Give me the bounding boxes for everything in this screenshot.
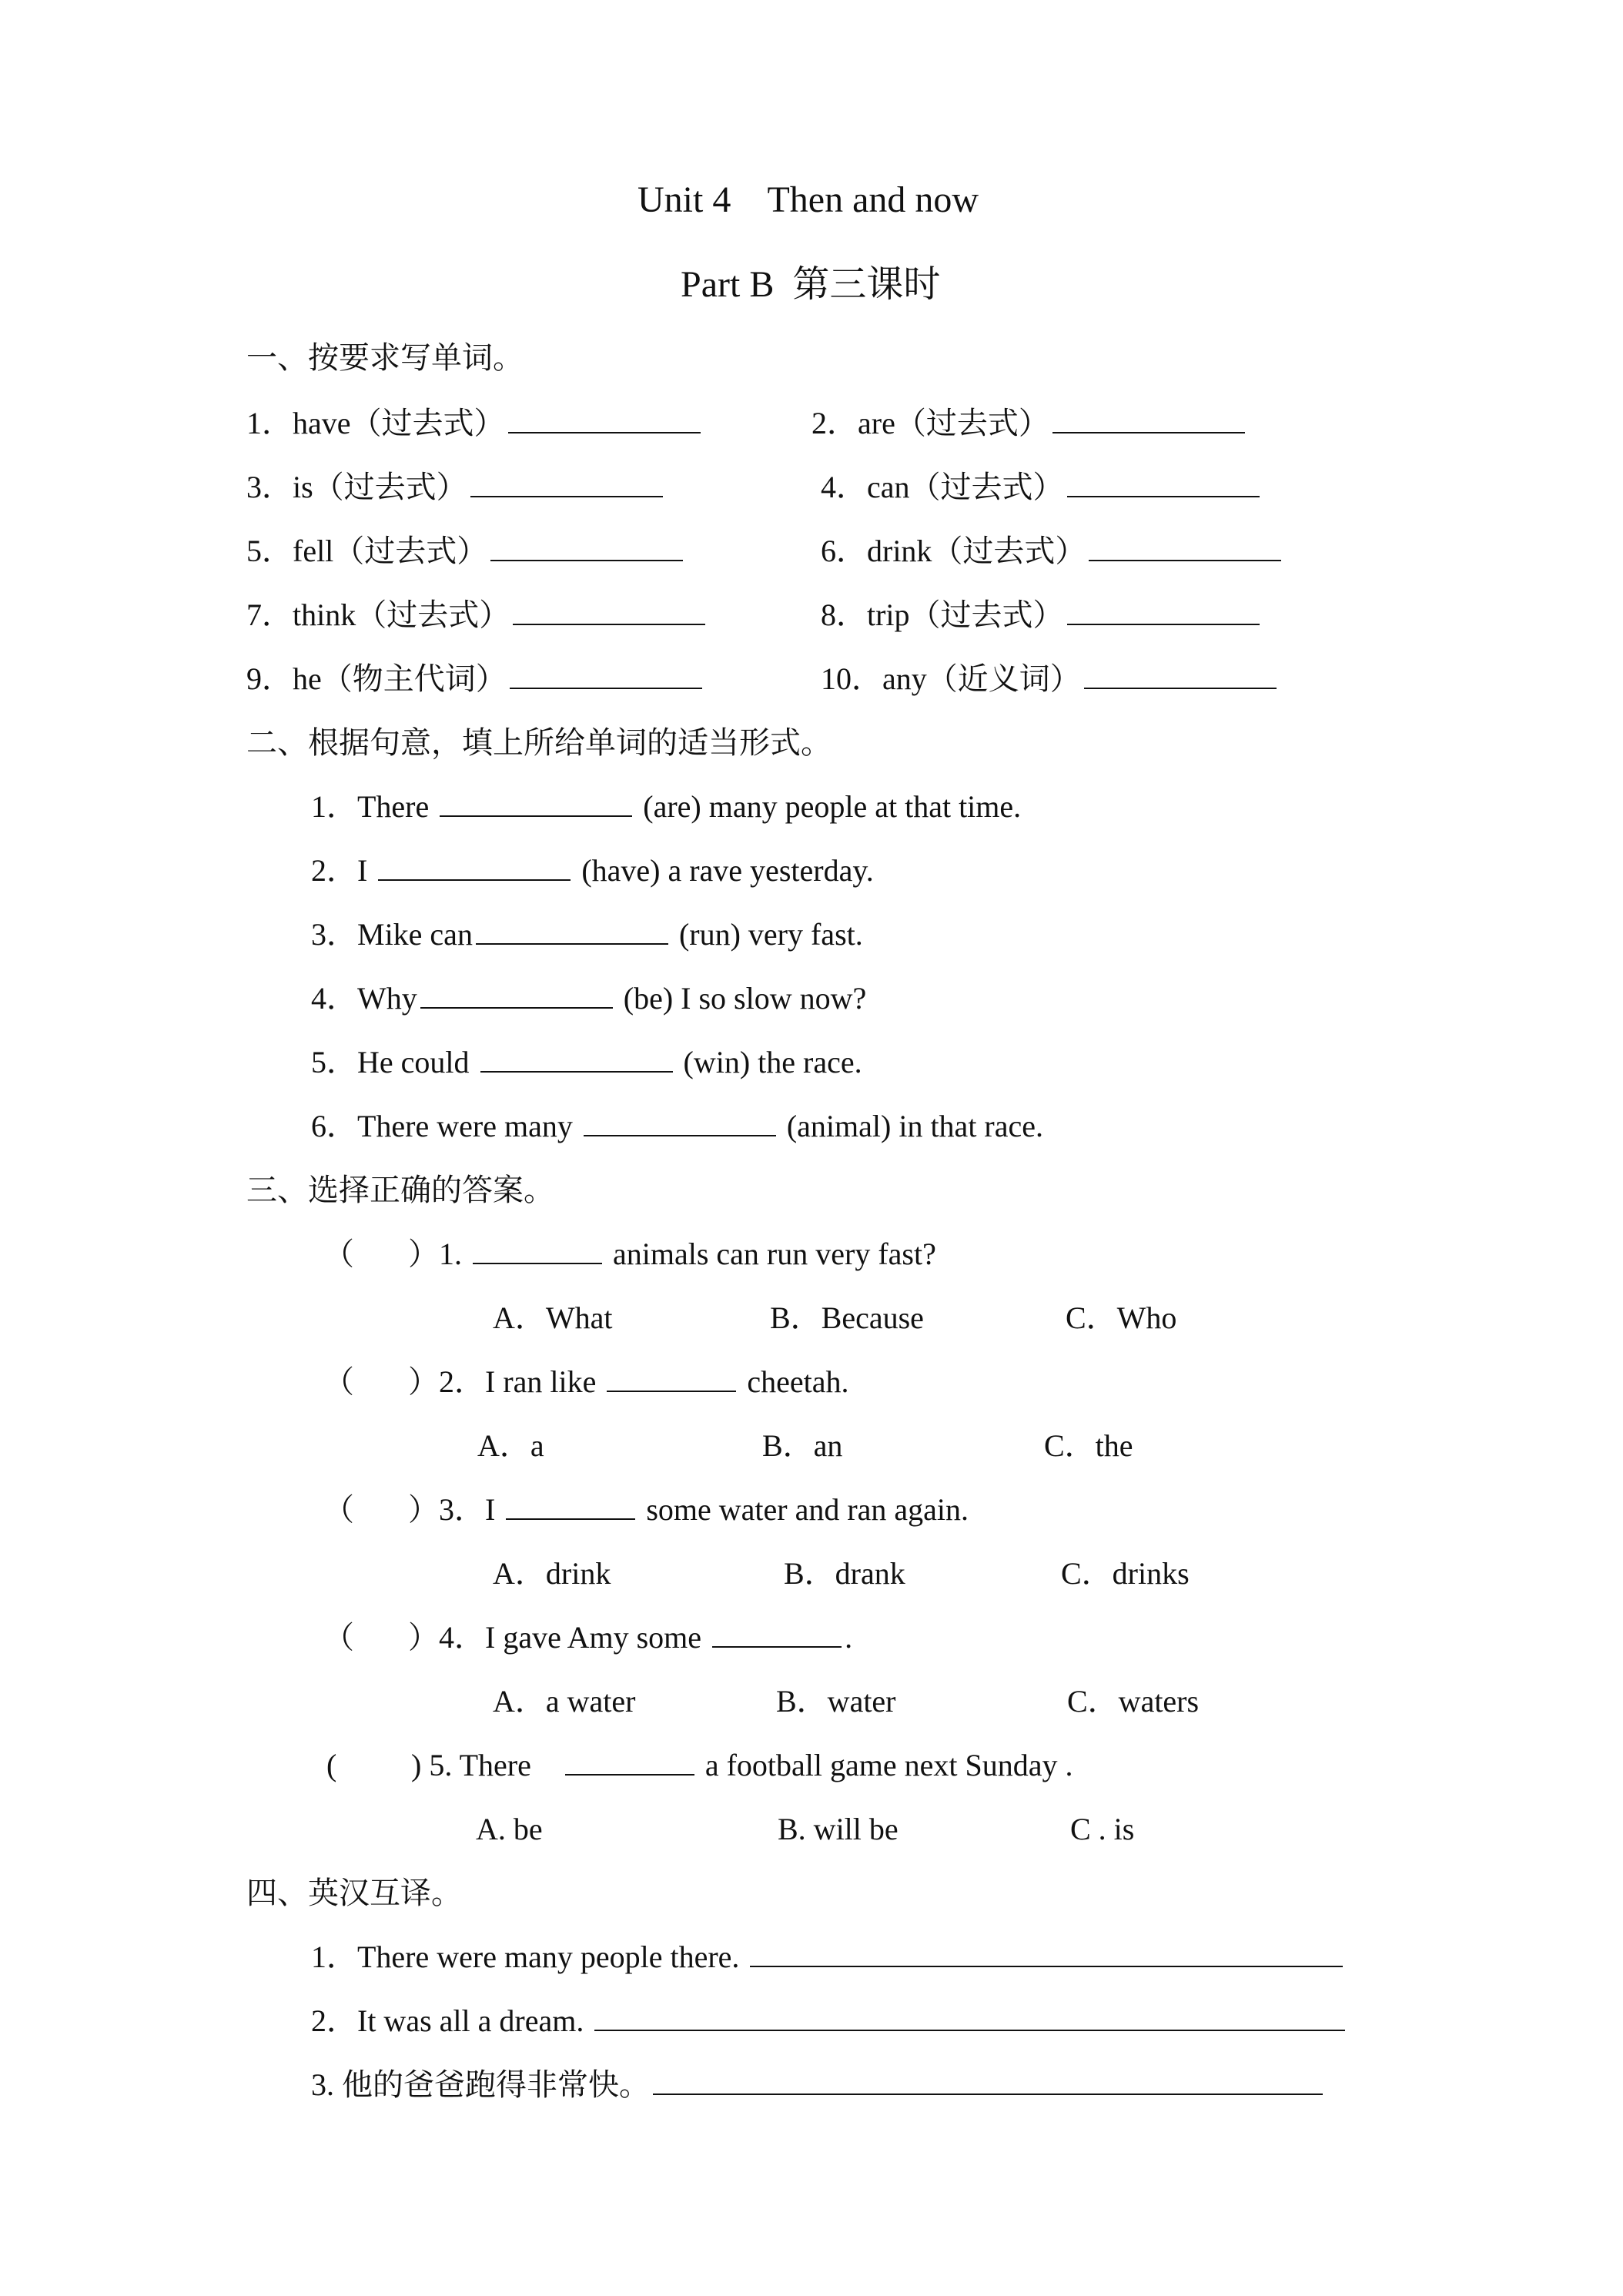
s3-question-2: （ ）2．I ran like cheetah.	[323, 1364, 849, 1399]
s3-q3-option-a[interactable]: A．drink	[493, 1556, 611, 1591]
page-subtitle: Part B 第三课时	[681, 264, 941, 305]
section-1-heading: 一、按要求写单词。	[246, 340, 524, 375]
s2-item-5: 5．He could (win) the race.	[311, 1045, 862, 1079]
s1-item-9: 9．he（物主代词）	[246, 660, 705, 698]
s1-item-2: 2．are（过去式）	[812, 404, 1248, 443]
s3-question-3: （ ）3．I some water and ran again.	[323, 1492, 969, 1527]
s1-item-3: 3．is（过去式）	[246, 468, 666, 507]
answer-blank[interactable]	[653, 2066, 1323, 2095]
answer-blank[interactable]	[1067, 596, 1260, 625]
section-3-heading: 三、选择正确的答案。	[246, 1173, 554, 1207]
s4-item-1: 1．There were many people there.	[311, 1938, 1346, 1976]
answer-blank[interactable]	[607, 1363, 736, 1392]
section-4-heading: 四、英汉互译。	[246, 1876, 462, 1910]
s4-item-2: 2．It was all a dream.	[311, 2002, 1348, 2040]
s1-item-8: 8．trip（过去式）	[821, 596, 1263, 634]
answer-blank[interactable]	[1089, 532, 1281, 561]
answer-blank[interactable]	[378, 852, 571, 881]
answer-blank[interactable]	[420, 979, 613, 1009]
s3-question-4: （ ）4．I gave Amy some .	[323, 1620, 853, 1655]
s1-item-7: 7．think（过去式）	[246, 596, 708, 634]
s2-item-6: 6．There were many (animal) in that race.	[311, 1109, 1044, 1143]
s1-item-1: 1．have（过去式）	[246, 404, 704, 443]
answer-blank[interactable]	[1067, 468, 1260, 497]
s2-item-2: 2．I (have) a rave yesterday.	[311, 853, 874, 888]
s3-q1-option-b[interactable]: B．Because	[770, 1300, 924, 1335]
s1-item-5: 5．fell（过去式）	[246, 532, 686, 571]
answer-blank[interactable]	[480, 1043, 673, 1073]
s3-question-1: （ ）1. animals can run very fast?	[323, 1237, 936, 1271]
s3-q4-option-c[interactable]: C．waters	[1067, 1684, 1200, 1719]
s3-q2-option-a[interactable]: A．a	[477, 1428, 544, 1463]
answer-blank[interactable]	[584, 1107, 776, 1136]
section-2-heading: 二、根据句意，填上所给单词的适当形式。	[246, 725, 832, 760]
s3-q3-option-b[interactable]: B．drank	[784, 1556, 905, 1591]
page-title: Unit 4 Then and now	[637, 179, 979, 220]
answer-blank[interactable]	[440, 788, 632, 817]
answer-blank[interactable]	[473, 1235, 602, 1264]
answer-blank[interactable]	[594, 2002, 1345, 2031]
answer-blank[interactable]	[1052, 404, 1245, 433]
s3-q4-option-a[interactable]: A．a water	[493, 1684, 636, 1719]
s4-item-3: 3. 他的爸爸跑得非常快。	[311, 2066, 1326, 2104]
answer-blank[interactable]	[490, 532, 683, 561]
s2-item-3: 3．Mike can (run) very fast.	[311, 917, 863, 952]
s1-item-10: 10．any（近义词）	[821, 660, 1280, 698]
s3-q5-option-c[interactable]: C . is	[1070, 1812, 1135, 1846]
s3-q2-option-c[interactable]: C．the	[1044, 1428, 1133, 1463]
answer-blank[interactable]	[508, 404, 701, 433]
s1-item-4: 4．can（过去式）	[821, 468, 1263, 507]
s3-q5-option-b[interactable]: B. will be	[778, 1812, 899, 1846]
s3-q5-option-a[interactable]: A. be	[476, 1812, 543, 1846]
answer-blank[interactable]	[470, 468, 663, 497]
answer-blank[interactable]	[513, 596, 705, 625]
s2-item-4: 4．Why (be) I so slow now?	[311, 981, 867, 1016]
s3-q1-option-c[interactable]: C．Who	[1066, 1300, 1177, 1335]
s3-q3-option-c[interactable]: C．drinks	[1061, 1556, 1190, 1591]
s2-item-1: 1．There (are) many people at that time.	[311, 789, 1022, 824]
s1-item-6: 6．drink（过去式）	[821, 532, 1284, 571]
answer-blank[interactable]	[750, 1938, 1343, 1967]
s3-q1-option-a[interactable]: A．What	[493, 1300, 613, 1335]
answer-blank[interactable]	[506, 1491, 635, 1520]
answer-blank[interactable]	[712, 1618, 842, 1648]
answer-blank[interactable]	[476, 915, 668, 945]
answer-blank[interactable]	[565, 1746, 694, 1776]
s3-q2-option-b[interactable]: B．an	[762, 1428, 843, 1463]
s3-q4-option-b[interactable]: B．water	[776, 1684, 896, 1719]
answer-blank[interactable]	[510, 660, 702, 689]
s3-question-5: ( ) 5. There a football game next Sunday .	[326, 1748, 1073, 1782]
answer-blank[interactable]	[1084, 660, 1277, 689]
